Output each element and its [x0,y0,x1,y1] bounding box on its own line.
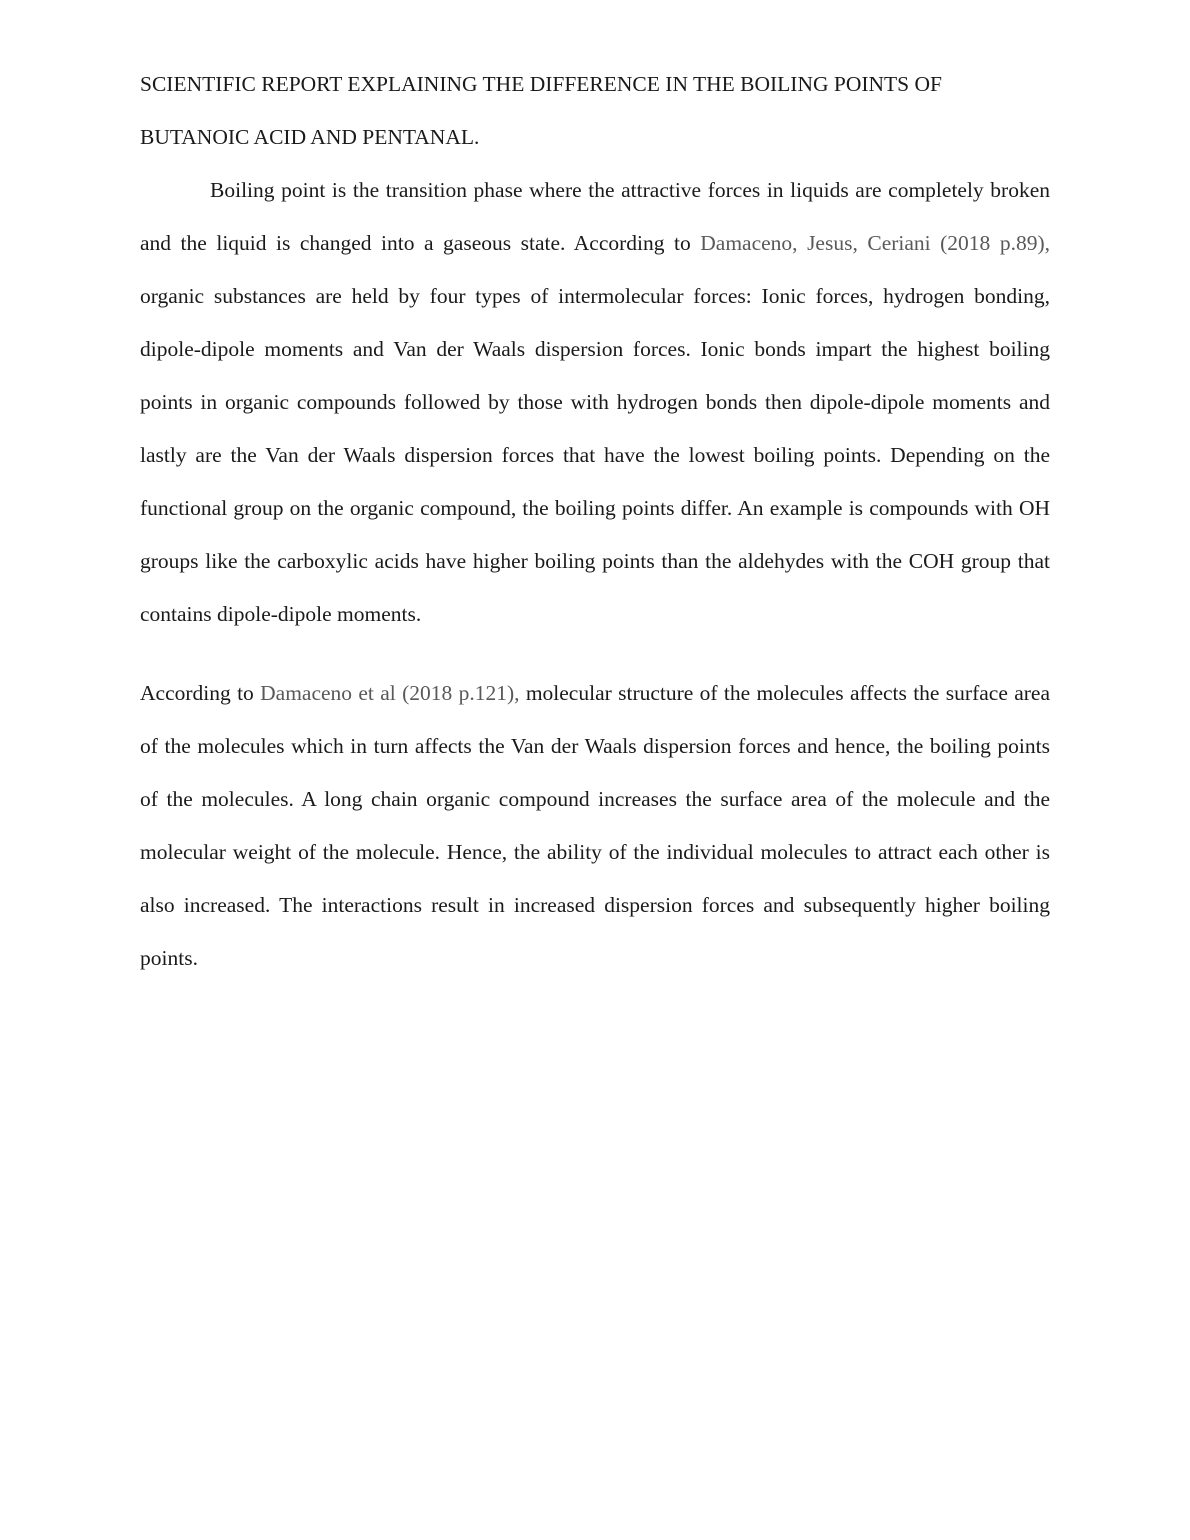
citation-text: Damaceno, Jesus, Ceriani (2018 p.89), [700,231,1050,255]
document-body [140,164,1050,985]
paragraph [140,164,1050,641]
body-text: organic substances are held by four types of intermolecular forces: Ionic forces, hydrogen bonding, dipole-dipole moments and Van der Waals dispersion forces. Ionic bonds impart the highest boiling points in organic compounds followed by those with hydrogen bonds then dipole-dipole moments and lastly are the Van der Waals dispersion forces that have the lowest boiling points. Depending on the functional group on the organic compound, the boiling points differ. An example is compounds with OH groups like the carboxylic acids have higher boiling points than the aldehydes with the COH group that contains dipole-dipole moments. [140,284,1050,626]
report-title-line-1: SCIENTIFIC REPORT EXPLAINING THE DIFFERENCE IN THE BOILING POINTS OF [140,72,942,96]
body-text: Boiling point is the transition phase where the attractive forces in liquids are completely broken and the liquid is changed into a gaseous state. According to [140,178,1050,255]
body-text: According to [140,681,261,705]
paragraph [140,667,1050,985]
report-title [140,58,1050,164]
report-title-line-2: BUTANOIC ACID AND PENTANAL. [140,125,480,149]
citation-text: Damaceno et al (2018 p.121), [260,681,520,705]
body-text: molecular structure of the molecules affects the surface area of the molecules which in turn affects the Van der Waals dispersion forces and hence, the boiling points of the molecules. A long chain organic compound increases the surface area of the molecule and the molecular weight of the molecule. Hence, the ability of the individual molecules to attract each other is also increased. The interactions result in increased dispersion forces and subsequently higher boiling points. [140,681,1050,970]
